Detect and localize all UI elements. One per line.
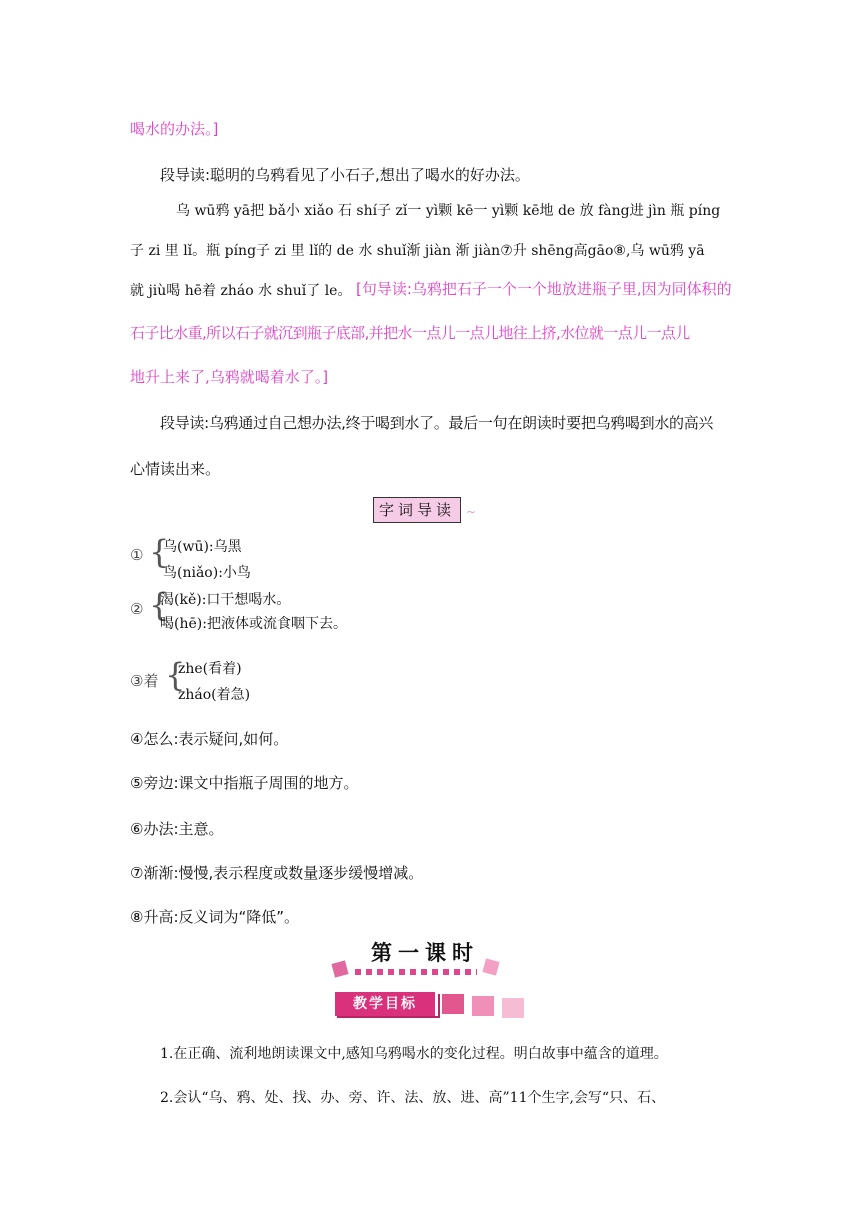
dict-entry-2a: 渴(kě):口干想喝水。 <box>160 592 291 608</box>
brace-3: { <box>165 656 186 694</box>
lesson-title: 第一课时 <box>371 940 479 965</box>
dict-entry-3a: zhe(看着) <box>178 661 242 677</box>
pinyin-line-1: 乌 wū鸦 yā把 bǎ小 xiǎo 石 shí子 zǐ一 yì颗 kē一 yì颗 kē地 de 放 fàng进 jìn 瓶 píng <box>176 203 721 219</box>
note-7: ⑦渐渐:慢慢,表示程度或数量逐步缓慢增减。 <box>130 864 424 882</box>
sentence-guide-line-1: [句导读:乌鸦把石子一个一个地放进瓶子里,因为同体积的 <box>356 280 732 298</box>
note-8: ⑧升高:反义词为“降低”。 <box>130 908 300 926</box>
previous-guide-tail: 喝水的办法。] <box>130 120 219 138</box>
note-4: ④怎么:表示疑问,如何。 <box>130 730 289 748</box>
dict-entry-1b: 鸟(niǎo):小鸟 <box>163 565 251 581</box>
decor-square-left <box>331 960 348 977</box>
brace-2: { <box>149 586 170 624</box>
dict-entry-1a: 乌(wū):乌黑 <box>163 539 242 555</box>
paragraph-guide-2-line-1: 段导读:乌鸦通过自己想办法,终于喝到水了。最后一句在朗读时要把乌鸦喝到水的高兴 <box>160 414 714 432</box>
brace-1: { <box>149 533 170 571</box>
dict-number-3: ③着 <box>130 672 159 690</box>
note-5: ⑤旁边:课文中指瓶子周围的地方。 <box>130 774 359 792</box>
dict-number-2: ② <box>130 600 144 618</box>
paragraph-guide-2-line-2: 心情读出来。 <box>130 460 221 478</box>
decor-block-1 <box>442 994 464 1014</box>
pinyin-line-2: 子 zi 里 lǐ。瓶 píng子 zi 里 lǐ的 de 水 shuǐ渐 jiàn 渐 jiàn⑦升 shēng高gāo⑧,乌 wū鸦 yā <box>130 243 705 259</box>
dict-entry-3b: zháo(着急) <box>178 687 251 703</box>
vocab-guide-heading: 字词导读 <box>373 497 461 523</box>
goal-1: 1.在正确、流利地朗读课文中,感知乌鸦喝水的变化过程。明白故事中蕴含的道理。 <box>160 1046 668 1062</box>
pinyin-line-3: 就 jiù喝 hē着 zháo 水 shuǐ了 le。 <box>130 283 352 299</box>
decor-block-3 <box>502 998 524 1018</box>
goal-2: 2.会认“乌、鸦、处、找、办、旁、许、法、放、进、高”11个生字,会写“只、石、 <box>160 1090 666 1106</box>
dict-entry-2b: 喝(hē):把液体或流食咽下去。 <box>160 616 347 632</box>
paragraph-guide-1: 段导读:聪明的乌鸦看见了小石子,想出了喝水的好办法。 <box>160 166 530 184</box>
wave-decoration-icon: ~ <box>466 505 477 519</box>
teaching-goals-label: 教学目标 <box>335 992 438 1016</box>
sentence-guide-line-3: 地升上来了,乌鸦就喝着水了。] <box>130 368 329 386</box>
decor-square-right <box>482 958 499 975</box>
note-6: ⑥办法:主意。 <box>130 820 224 838</box>
sentence-guide-line-2: 石子比水重,所以石子就沉到瓶子底部,并把水一点儿一点儿地往上挤,水位就一点儿一点儿 <box>130 324 690 342</box>
dash-divider <box>355 969 477 975</box>
dict-number-1: ① <box>130 546 144 564</box>
decor-block-2 <box>472 996 494 1016</box>
